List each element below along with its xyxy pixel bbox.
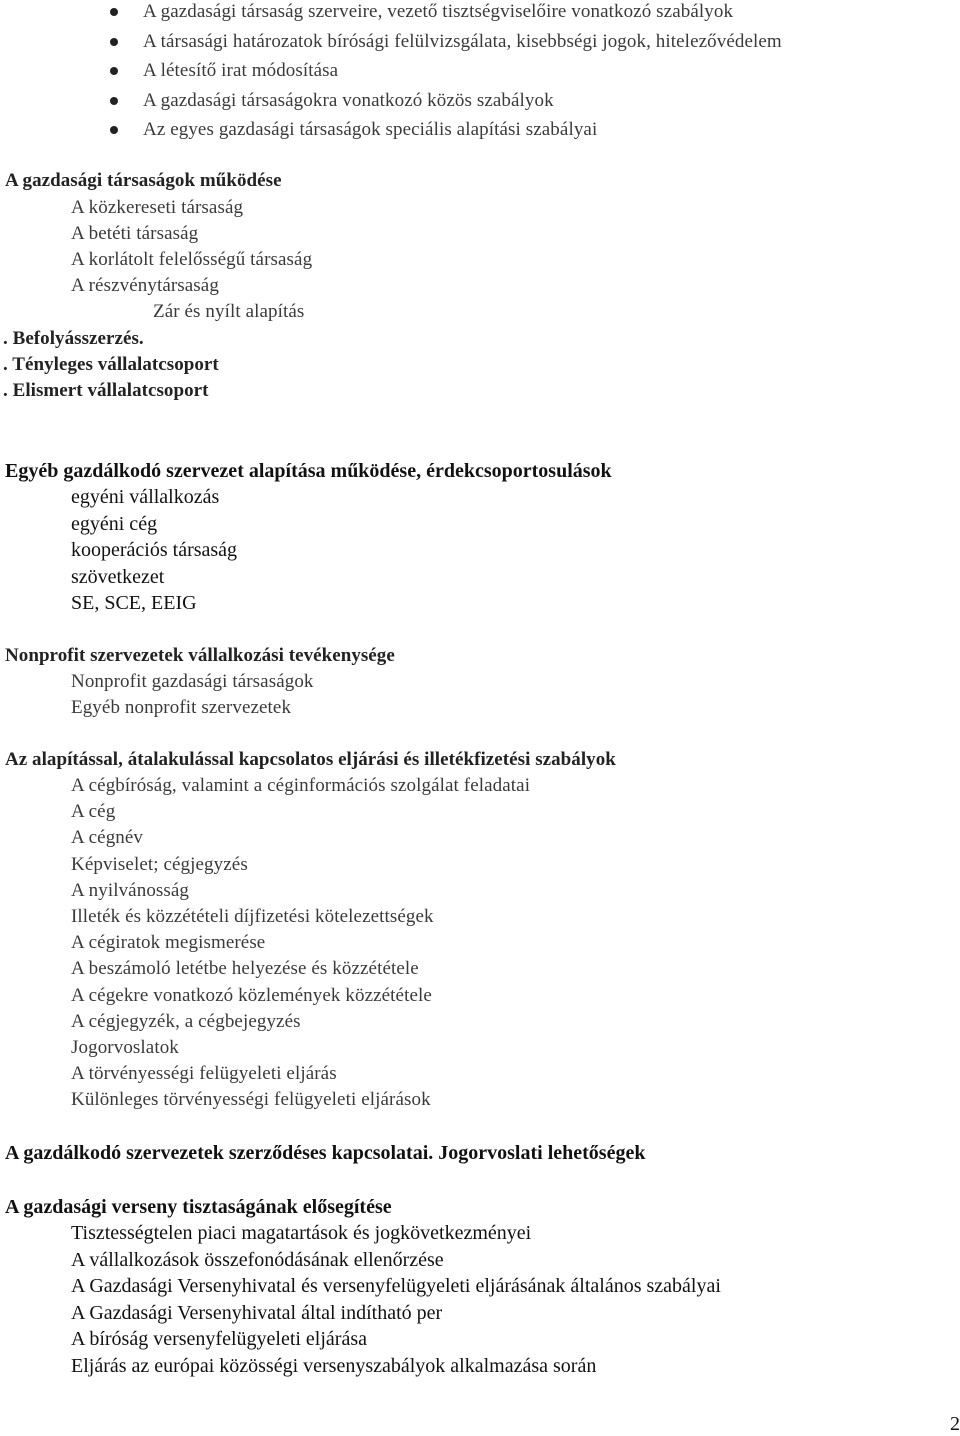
list-item: SE, SCE, EEIG <box>71 592 197 614</box>
list-subitem: Zár és nyílt alapítás <box>153 301 305 322</box>
dotted-heading: . Elismert vállalatcsoport <box>3 380 209 401</box>
list-item: egyéni vállalkozás <box>71 486 220 508</box>
list-item: Eljárás az európai közösségi versenyszabályok alkalmazása során <box>71 1355 597 1377</box>
dotted-heading: . Befolyásszerzés. <box>3 328 144 349</box>
list-item: Képviselet; cégjegyzés <box>71 854 248 875</box>
bullet-dot-icon <box>110 97 118 105</box>
section-heading: Nonprofit szervezetek vállalkozási tevékenysége <box>5 645 395 666</box>
list-item: Egyéb nonprofit szervezetek <box>71 697 292 718</box>
list-item: A cégiratok megismerése <box>71 932 266 953</box>
list-item: szövetkezet <box>71 566 165 588</box>
list-item: Nonprofit gazdasági társaságok <box>71 671 314 692</box>
page-number: 2 <box>950 1413 960 1435</box>
list-item: Tisztességtelen piaci magatartások és jogkövetkezményei <box>71 1222 532 1244</box>
section-heading: Egyéb gazdálkodó szervezet alapítása működése, érdekcsoportosulások <box>5 460 612 482</box>
section-heading: A gazdasági társaságok működése <box>5 170 282 191</box>
bullet-dot-icon <box>110 67 118 75</box>
list-item: A nyilvánosság <box>71 880 190 901</box>
list-item: Különleges törvényességi felügyeleti eljárások <box>71 1089 431 1110</box>
section-heading: Az alapítással, átalakulással kapcsolatos eljárási és illetékfizetési szabályok <box>5 749 616 770</box>
bullet-text: A gazdasági társaságokra vonatkozó közös szabályok <box>143 90 554 111</box>
bullet-text: A társasági határozatok bírósági felülvizsgálata, kisebbségi jogok, hitelezővédelem <box>143 31 782 52</box>
bullet-dot-icon <box>110 126 118 134</box>
list-item: A cégbíróság, valamint a céginformációs szolgálat feladatai <box>71 775 531 796</box>
bullet-text: A gazdasági társaság szerveire, vezető tisztségviselőire vonatkozó szabályok <box>143 1 734 22</box>
list-item: Illeték és közzétételi díjfizetési kötelezettségek <box>71 906 434 927</box>
list-item: kooperációs társaság <box>71 539 238 561</box>
list-item: Jogorvoslatok <box>71 1037 179 1058</box>
list-item: A részvénytársaság <box>71 275 219 296</box>
list-item: A bíróság versenyfelügyeleti eljárása <box>71 1328 367 1350</box>
list-item: A cég <box>71 801 116 822</box>
list-item: A vállalkozások összefonódásának ellenőrzése <box>71 1249 444 1271</box>
list-item: A törvényességi felügyeleti eljárás <box>71 1063 337 1084</box>
list-item: A Gazdasági Versenyhivatal által indítható per <box>71 1302 443 1324</box>
section-heading: A gazdasági verseny tisztaságának elősegítése <box>5 1196 392 1218</box>
bullet-dot-icon <box>110 38 118 46</box>
list-item: A cégekre vonatkozó közlemények közzététele <box>71 985 432 1006</box>
list-item: A közkereseti társaság <box>71 197 244 218</box>
bullet-text: Az egyes gazdasági társaságok speciális alapítási szabályai <box>143 119 598 140</box>
list-item: A betéti társaság <box>71 223 199 244</box>
list-item: A Gazdasági Versenyhivatal és versenyfelügyeleti eljárásának általános szabályai <box>71 1275 721 1297</box>
list-item: A beszámoló letétbe helyezése és közzététele <box>71 958 419 979</box>
list-item: A cégjegyzék, a cégbejegyzés <box>71 1011 301 1032</box>
bullet-text: A létesítő irat módosítása <box>143 60 339 81</box>
bullet-dot-icon <box>110 8 118 16</box>
list-item: egyéni cég <box>71 513 158 535</box>
section-heading: A gazdálkodó szervezetek szerződéses kapcsolatai. Jogorvoslati lehetőségek <box>5 1142 646 1164</box>
list-item: A korlátolt felelősségű társaság <box>71 249 313 270</box>
dotted-heading: . Tényleges vállalatcsoport <box>3 354 219 375</box>
list-item: A cégnév <box>71 827 144 848</box>
